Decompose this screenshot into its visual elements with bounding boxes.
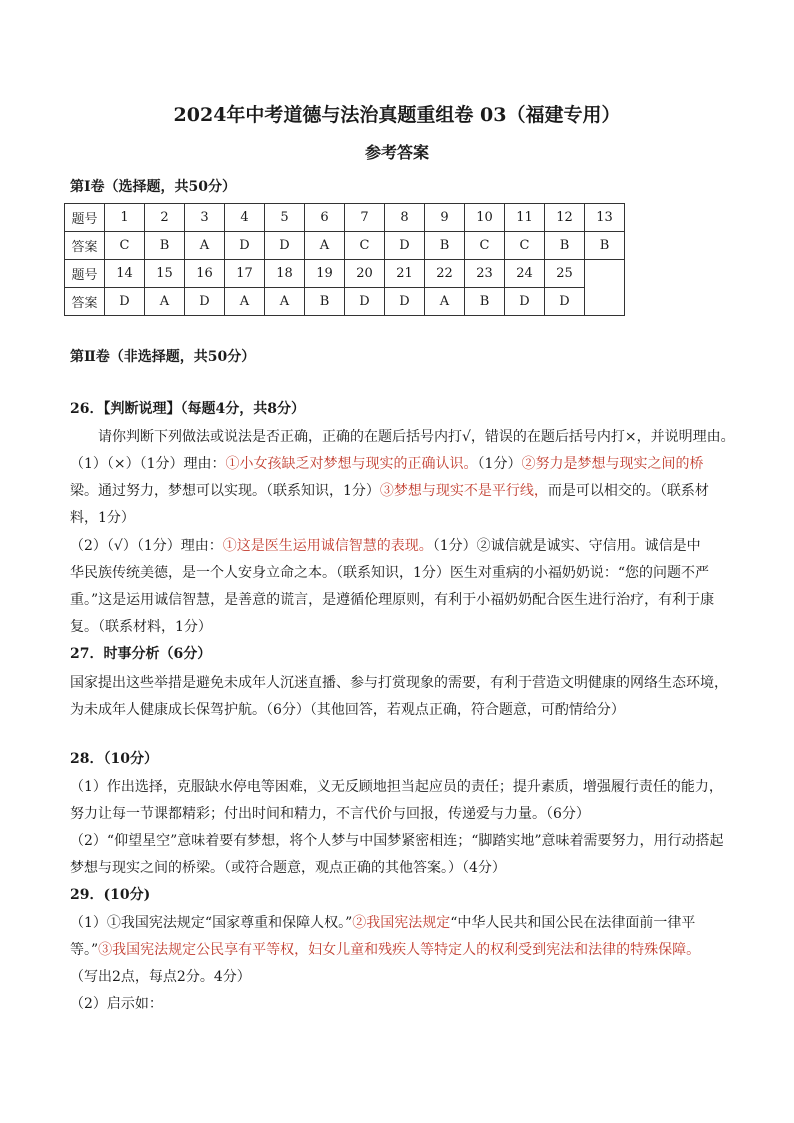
question-number-cell: 10: [465, 204, 505, 232]
q29-l1-text: （1）①我国宪法规定“国家尊重和保障人权。”: [70, 915, 353, 931]
answer-table: [64, 203, 625, 316]
q29-l1-text2: “中华人民共和国公民在法律面前一律平: [450, 915, 696, 931]
question-number-cell: 2: [145, 204, 185, 232]
page-subtitle: 参考答案: [364, 143, 429, 162]
question-number-cell: 8: [385, 204, 425, 232]
answer-cell: D: [385, 232, 425, 260]
q27-title: 27．时事分析（6分）: [70, 646, 212, 662]
q29-line1: [70, 910, 695, 936]
answer-cell: D: [505, 288, 545, 316]
q26-p2-reason1: ①这是医生运用诚信智慧的表现。: [222, 538, 433, 554]
q28-title: 28．（10分）: [70, 751, 158, 767]
q26-p1-score: （1分）: [477, 456, 522, 472]
q26-p1-reason1: ①小女孩缺乏对梦想与现实的正确认识。: [225, 456, 478, 472]
q26-p2-text: （1分）②诚信就是诚实、守信用。诚信是中: [432, 538, 701, 554]
answer-cell: C: [105, 232, 145, 260]
q26-part1-line1: [70, 451, 703, 477]
q26-p1-text2: 而是可以相交的。（联系材: [547, 483, 709, 499]
answer-cell: A: [305, 232, 345, 260]
q26-part2-line3: 重。”这是运用诚信智慧，是善意的谎言，是遵循伦理原则，有利于小福奶奶配合医生进行治疗，有利于康: [70, 592, 715, 608]
q26-part1-line2: [70, 478, 709, 504]
part2-heading: 第Ⅱ卷（非选择题，共50分）: [70, 349, 256, 365]
q29-line4: （2）启示如：: [70, 996, 163, 1012]
answer-cell: D: [345, 288, 385, 316]
question-number-cell: 11: [505, 204, 545, 232]
q29-l2-red: ③我国宪法规定公民享有平等权，: [98, 942, 309, 958]
answer-cell: D: [545, 288, 585, 316]
q28-line2: 努力让每一节课都精彩；付出时间和精力，不言代价与回报，传递爱与力量。（6分）: [70, 806, 590, 822]
q26-part2-line1: [70, 533, 701, 559]
q26-p2-mark: （2）（√）（1分）理由：: [70, 538, 223, 554]
q26-p1-reason2: ②努力是梦想与现实之间的桥: [521, 456, 704, 472]
answer-cell: A: [185, 232, 225, 260]
question-number-cell: 22: [425, 260, 465, 288]
question-number-cell: 21: [385, 260, 425, 288]
q28-line4: 梦想与现实之间的桥梁。（或符合题意，观点正确的其他答案。）（4分）: [70, 860, 506, 876]
question-number-cell: 23: [465, 260, 505, 288]
question-number-cell: 4: [225, 204, 265, 232]
answer-cell: C: [505, 232, 545, 260]
q29-l2-red2: 妇女儿童和残疾人等特定人的权利受到宪法和法律的特殊保障。: [308, 942, 701, 958]
answer-cell: D: [265, 232, 305, 260]
answer-cell: C: [345, 232, 385, 260]
answer-cell: D: [225, 232, 265, 260]
question-number-cell: 16: [185, 260, 225, 288]
question-number-cell: 24: [505, 260, 545, 288]
answer-cell: B: [465, 288, 505, 316]
row-label-question: 题号: [65, 204, 105, 232]
q26-part1-line3: 料，1分）: [70, 510, 135, 526]
answer-cell: C: [465, 232, 505, 260]
question-number-cell: 12: [545, 204, 585, 232]
question-number-cell: 6: [305, 204, 345, 232]
answer-cell: A: [265, 288, 305, 316]
q29-title: 29．(10分): [70, 887, 151, 903]
answer-cell: A: [145, 288, 185, 316]
question-number-cell: 19: [305, 260, 345, 288]
row-label-question: 题号: [65, 260, 105, 288]
answer-cell: B: [305, 288, 345, 316]
answer-cell: B: [585, 232, 625, 260]
question-number-cell: 14: [105, 260, 145, 288]
question-number-cell: 17: [225, 260, 265, 288]
q26-part2-line2: 华民族传统美德，是一个人安身立命之本。（联系知识，1分）医生对重病的小福奶奶说：“您的问题不严: [70, 565, 710, 581]
q28-line3: （2）“仰望星空”意味着要有梦想，将个人梦与中国梦紧密相连；“脚踏实地”意味着需要努力，用行动搭起: [70, 833, 724, 849]
q26-intro: 请你判断下列做法或说法是否正确，正确的在题后括号内打√，错误的在题后括号内打×，并说明理由。: [98, 429, 735, 445]
q29-l1-red: ②我国宪法规定: [352, 915, 451, 931]
question-number-cell: 3: [185, 204, 225, 232]
question-number-cell: 25: [545, 260, 585, 288]
question-number-cell: 9: [425, 204, 465, 232]
q26-part2-line4: 复。（联系材料，1分）: [70, 619, 212, 635]
q27-line1: 国家提出这些举措是避免未成年人沉迷直播、参与打赏现象的需要，有利于营造文明健康的网络生态环境，: [70, 675, 728, 691]
q27-line2: 为未成年人健康成长保驾护航。（6分）（其他回答，若观点正确，符合题意，可酌情给分）: [70, 702, 625, 718]
q26-p1-text: 梁。通过努力，梦想可以实现。（联系知识，1分）: [70, 483, 380, 499]
question-number-cell: 1: [105, 204, 145, 232]
answer-cell: A: [225, 288, 265, 316]
question-number-cell: 20: [345, 260, 385, 288]
q28-line1: （1）作出选择，克服缺水停电等困难，义无反顾地担当起应员的责任；提升素质，增强履行责任的能力，: [70, 779, 723, 795]
part1-heading: 第Ⅰ卷（选择题，共50分）: [70, 179, 237, 195]
question-number-cell: 13: [585, 204, 625, 232]
answer-cell: A: [425, 288, 465, 316]
answer-cell: B: [425, 232, 465, 260]
q26-title: 26．【判断说理】（每题4分，共8分）: [70, 401, 305, 417]
blank-cell: [585, 260, 625, 316]
page-title: 2024年中考道德与法治真题重组卷 03（福建专用）: [173, 104, 621, 126]
q29-line3: （写出2点，每点2分。4分）: [70, 969, 251, 985]
answer-cell: D: [385, 288, 425, 316]
answer-cell: B: [545, 232, 585, 260]
answer-cell: D: [105, 288, 145, 316]
answer-cell: B: [145, 232, 185, 260]
row-label-answer: 答案: [65, 232, 105, 260]
row-label-answer: 答案: [65, 288, 105, 316]
q29-l2-text: 等。”: [70, 942, 99, 958]
question-number-cell: 15: [145, 260, 185, 288]
question-number-cell: 7: [345, 204, 385, 232]
q26-p1-reason3: ③梦想与现实不是平行线，: [379, 483, 548, 499]
question-number-cell: 5: [265, 204, 305, 232]
answer-cell: D: [185, 288, 225, 316]
q26-p1-mark: （1）（×）（1分）理由：: [70, 456, 226, 472]
question-number-cell: 18: [265, 260, 305, 288]
q29-line2: [70, 937, 700, 963]
